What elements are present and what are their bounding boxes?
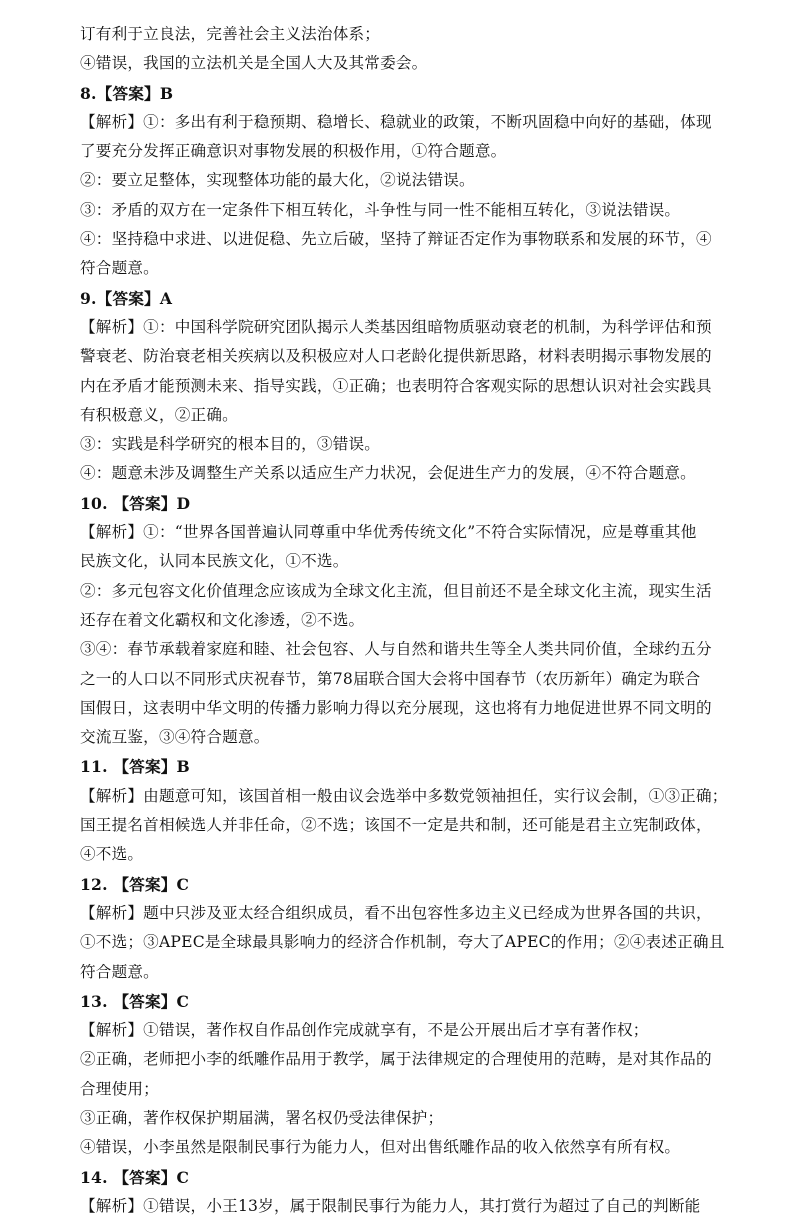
- text-line: 【解析】①错误，小王13岁，属于限制民事行为能力人，其打赏行为超过了自己的判断能: [80, 1196, 701, 1215]
- text-line: 警衰老、防治衰老相关疾病以及积极应对人口老龄化提供新思路，材料表明揭示事物发展的: [80, 347, 712, 366]
- text-line: ③：矛盾的双方在一定条件下相互转化，斗争性与同一性不能相互转化，③说法错误。: [80, 200, 681, 219]
- text-line: 【解析】由题意可知，该国首相一般由议会选举中多数党领袖担任，实行议会制，①③正确；: [80, 786, 728, 805]
- answer-heading-9: 9.【答案】A: [80, 288, 173, 308]
- text-line: 有积极意义，②正确。: [80, 405, 238, 424]
- answer-heading-13: 13. 【答案】C: [80, 991, 190, 1011]
- answer-heading-10: 10. 【答案】D: [80, 493, 191, 513]
- text-line: ④错误，小李虽然是限制民事行为能力人，但对出售纸雕作品的收入依然享有所有权。: [80, 1138, 681, 1157]
- text-line: ④错误，我国的立法机关是全国人大及其常委会。: [80, 54, 428, 73]
- text-line: ③正确，著作权保护期届满，署名权仍受法律保护；: [80, 1108, 444, 1127]
- text-line: 【解析】题中只涉及亚太经合组织成员，看不出包容性多边主义已经成为世界各国的共识，: [80, 903, 712, 922]
- answer-explanation-page: [80, 20, 728, 1221]
- text-line: 了要充分发挥正确意识对事物发展的积极作用，①符合题意。: [80, 142, 507, 161]
- answer-heading-14: 14. 【答案】C: [80, 1167, 190, 1187]
- text-line: ②：要立足整体，实现整体功能的最大化，②说法错误。: [80, 171, 475, 190]
- text-line: ③：实践是科学研究的根本目的，③错误。: [80, 435, 381, 454]
- text-line: 国假日，这表明中华文明的传播力影响力得以充分展现，这也将有力地促进世界不同文明的: [80, 698, 712, 717]
- text-line: 【解析】①：多出有利于稳预期、稳增长、稳就业的政策，不断巩固稳中向好的基础，体现: [80, 112, 712, 131]
- text-line: 之一的人口以不同形式庆祝春节，第78届联合国大会将中国春节（农历新年）确定为联合: [80, 669, 701, 688]
- text-line: 符合题意。: [80, 962, 159, 981]
- text-line: 还存在着文化霸权和文化渗透，②不选。: [80, 610, 365, 629]
- text-line: ④：坚持稳中求进、以进促稳、先立后破，坚持了辩证否定作为事物联系和发展的环节，④: [80, 230, 712, 249]
- text-line: ②正确，老师把小李的纸雕作品用于教学，属于法律规定的合理使用的范畴，是对其作品的: [80, 1050, 712, 1069]
- text-line: 民族文化，认同本民族文化，①不选。: [80, 552, 349, 571]
- text-line: ③④：春节承载着家庭和睦、社会包容、人与自然和谐共生等全人类共同价值，全球约五分: [80, 640, 712, 659]
- text-line: 合理使用；: [80, 1079, 159, 1098]
- text-line: ①不选；③APEC是全球最具影响力的经济合作机制，夸大了APEC的作用；②④表述正确且: [80, 933, 725, 952]
- text-line: ④不选。: [80, 845, 144, 864]
- answer-heading-12: 12. 【答案】C: [80, 874, 190, 894]
- text-line: 【解析】①错误，著作权自作品创作完成就享有，不是公开展出后才享有著作权；: [80, 1021, 649, 1040]
- text-line: 符合题意。: [80, 259, 159, 278]
- text-line: 内在矛盾才能预测未来、指导实践，①正确；也表明符合客观实际的思想认识对社会实践具: [80, 376, 712, 395]
- text-line: ④：题意未涉及调整生产关系以适应生产力状况，会促进生产力的发展，④不符合题意。: [80, 464, 696, 483]
- answer-heading-11: 11. 【答案】B: [80, 757, 190, 777]
- answer-heading-8: 8.【答案】B: [80, 83, 174, 103]
- text-line: 国王提名首相候选人并非任命，②不选；该国不一定是共和制，还可能是君主立宪制政体，: [80, 816, 712, 835]
- text-line: 订有利于立良法，完善社会主义法治体系；: [80, 25, 381, 43]
- text-line: 【解析】①：“世界各国普遍认同尊重中华优秀传统文化”不符合实际情况，应是尊重其他: [80, 523, 697, 542]
- text-line: ②：多元包容文化价值理念应该成为全球文化主流，但目前还不是全球文化主流，现实生活: [80, 581, 712, 600]
- text-line: 【解析】①：中国科学院研究团队揭示人类基因组暗物质驱动衰老的机制，为科学评估和预: [80, 317, 712, 336]
- text-line: 交流互鉴，③④符合题意。: [80, 728, 270, 747]
